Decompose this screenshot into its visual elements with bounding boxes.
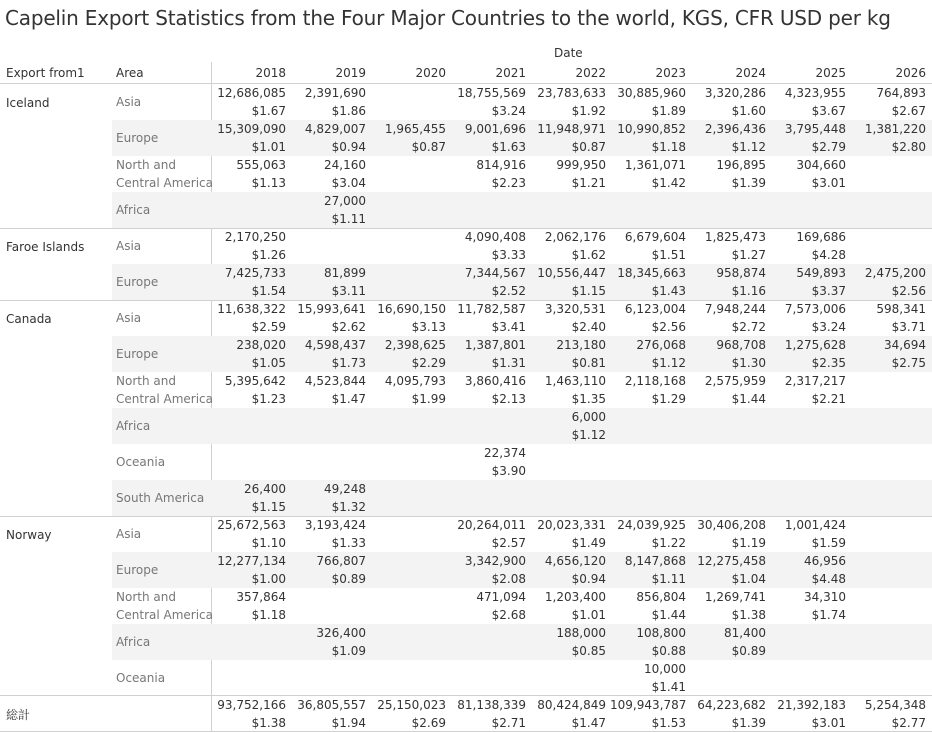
cell-usd: $1.63	[491, 140, 526, 154]
cell-kgs: 6,123,004	[624, 302, 686, 316]
cell-kgs: 2,575,959	[704, 374, 766, 388]
cell-usd: $1.59	[811, 536, 846, 550]
cell-usd: $1.16	[731, 284, 766, 298]
cell-usd: $1.26	[251, 248, 286, 262]
cell-kgs: 357,864	[236, 590, 286, 604]
cell-kgs: 276,068	[636, 338, 686, 352]
cell-usd: $3.24	[811, 320, 846, 334]
cell-kgs: 30,885,960	[617, 86, 686, 100]
cell-kgs: 958,874	[716, 266, 766, 280]
area-label: Europe	[116, 347, 159, 361]
area-label: Europe	[116, 275, 159, 289]
cell-usd: $1.11	[651, 572, 686, 586]
cell-kgs: 8,147,868	[624, 554, 686, 568]
cell-usd: $1.35	[571, 392, 606, 406]
cell-kgs: 3,320,531	[544, 302, 606, 316]
cell-usd: $1.00	[251, 572, 286, 586]
cell-kgs: 11,782,587	[457, 302, 526, 316]
area-label: Europe	[116, 563, 159, 577]
cell-kgs: 549,893	[796, 266, 846, 280]
cell-usd: $4.48	[811, 572, 846, 586]
cell-kgs: 81,400	[724, 626, 766, 640]
cell-kgs: 2,396,436	[704, 122, 766, 136]
cell-usd: $1.44	[731, 392, 766, 406]
cell-usd: $2.56	[891, 284, 926, 298]
cell-usd: $1.62	[571, 248, 606, 262]
cell-usd: $1.54	[251, 284, 286, 298]
cell-usd: $2.68	[491, 608, 526, 622]
cell-kgs: 856,804	[636, 590, 686, 604]
cell-usd: $2.56	[651, 320, 686, 334]
cell-kgs: 11,638,322	[217, 302, 286, 316]
cell-kgs: 1,203,400	[544, 590, 606, 604]
cell-kgs: 1,361,071	[624, 158, 686, 172]
cell-usd: $1.92	[571, 104, 606, 118]
cell-usd: $1.31	[491, 356, 526, 370]
cell-kgs: 2,317,217	[784, 374, 846, 388]
cell-usd: $3.90	[491, 464, 526, 478]
cell-usd: $1.18	[651, 140, 686, 154]
cell-usd: $1.22	[651, 536, 686, 550]
cell-usd: $1.49	[571, 536, 606, 550]
cell-kgs: 7,948,244	[704, 302, 766, 316]
cell-kgs: 81,899	[324, 266, 366, 280]
cell-usd: $3.67	[811, 104, 846, 118]
cell-kgs: 34,310	[804, 590, 846, 604]
cell-usd: $1.39	[731, 176, 766, 190]
total-kgs: 80,424,849	[537, 698, 606, 712]
total-kgs: 109,943,787	[610, 698, 687, 712]
cell-kgs: 15,993,641	[297, 302, 366, 316]
row-header-export-from: Export from1	[6, 66, 85, 80]
cell-usd: $3.24	[491, 104, 526, 118]
year-header-2026: 2026	[895, 66, 926, 80]
cell-usd: $1.32	[331, 500, 366, 514]
cell-kgs: 108,800	[636, 626, 686, 640]
area-label: Oceania	[116, 455, 166, 469]
cell-usd: $1.86	[331, 104, 366, 118]
cell-kgs: 4,095,793	[384, 374, 446, 388]
cell-usd: $1.01	[251, 140, 286, 154]
area-label: South America	[116, 491, 205, 505]
cell-usd: $2.79	[811, 140, 846, 154]
year-header-2023: 2023	[655, 66, 686, 80]
cell-kgs: 188,000	[556, 626, 606, 640]
cell-kgs: 34,694	[884, 338, 926, 352]
cell-kgs: 10,556,447	[537, 266, 606, 280]
area-label: North and	[116, 374, 176, 388]
cell-usd: $0.89	[331, 572, 366, 586]
cell-usd: $1.12	[731, 140, 766, 154]
country-label: Canada	[6, 312, 52, 326]
area-label-line2: Central America	[116, 608, 214, 622]
cell-usd: $2.62	[331, 320, 366, 334]
total-usd: $1.39	[731, 716, 766, 730]
area-label: Asia	[116, 311, 142, 325]
cell-kgs: 2,118,168	[624, 374, 686, 388]
cell-kgs: 1,463,110	[544, 374, 606, 388]
area-label: Asia	[116, 239, 142, 253]
cell-usd: $0.85	[571, 644, 606, 658]
cell-kgs: 15,309,090	[217, 122, 286, 136]
cell-kgs: 18,345,663	[617, 266, 686, 280]
cell-usd: $1.41	[651, 680, 686, 694]
cell-kgs: 9,001,696	[464, 122, 526, 136]
cell-usd: $2.80	[891, 140, 926, 154]
cell-kgs: 2,391,690	[304, 86, 366, 100]
cell-usd: $2.67	[891, 104, 926, 118]
cell-usd: $3.33	[491, 248, 526, 262]
cell-kgs: 10,000	[644, 662, 686, 676]
cell-usd: $1.10	[251, 536, 286, 550]
cell-kgs: 7,344,567	[464, 266, 526, 280]
cell-kgs: 1,001,424	[784, 518, 846, 532]
cell-kgs: 4,323,955	[784, 86, 846, 100]
total-kgs: 21,392,183	[777, 698, 846, 712]
cell-usd: $0.94	[331, 140, 366, 154]
cell-usd: $3.04	[331, 176, 366, 190]
cell-kgs: 26,400	[244, 482, 286, 496]
cell-kgs: 20,264,011	[457, 518, 526, 532]
cell-kgs: 3,193,424	[304, 518, 366, 532]
cell-usd: $2.57	[491, 536, 526, 550]
cell-usd: $1.89	[651, 104, 686, 118]
cell-usd: $1.38	[731, 608, 766, 622]
cell-kgs: 3,795,448	[784, 122, 846, 136]
cell-usd: $1.44	[651, 608, 686, 622]
cell-usd: $0.87	[411, 140, 446, 154]
cell-kgs: 12,277,134	[217, 554, 286, 568]
date-header: Date	[554, 46, 583, 60]
cell-kgs: 12,686,085	[217, 86, 286, 100]
total-usd: $1.47	[571, 716, 606, 730]
cell-kgs: 2,398,625	[384, 338, 446, 352]
area-label: Africa	[116, 419, 151, 433]
cell-kgs: 11,948,971	[537, 122, 606, 136]
cell-kgs: 16,690,150	[377, 302, 446, 316]
cell-kgs: 213,180	[556, 338, 606, 352]
cell-usd: $1.09	[331, 644, 366, 658]
cell-usd: $1.04	[731, 572, 766, 586]
cell-kgs: 4,829,007	[304, 122, 366, 136]
cell-kgs: 968,708	[716, 338, 766, 352]
area-label: Asia	[116, 527, 142, 541]
area-label-line2: Central America	[116, 392, 214, 406]
cell-usd: $0.89	[731, 644, 766, 658]
cell-usd: $1.51	[651, 248, 686, 262]
cell-usd: $2.35	[811, 356, 846, 370]
year-header-2025: 2025	[815, 66, 846, 80]
year-header-2022: 2022	[575, 66, 606, 80]
cell-kgs: 1,387,801	[464, 338, 526, 352]
cell-usd: $1.05	[251, 356, 286, 370]
cell-kgs: 2,475,200	[864, 266, 926, 280]
cell-kgs: 238,020	[236, 338, 286, 352]
total-usd: $1.53	[651, 716, 686, 730]
cell-kgs: 1,269,741	[704, 590, 766, 604]
total-kgs: 36,805,557	[297, 698, 366, 712]
year-header-2020: 2020	[415, 66, 446, 80]
cell-kgs: 4,090,408	[464, 230, 526, 244]
cell-kgs: 6,679,604	[624, 230, 686, 244]
cell-usd: $2.40	[571, 320, 606, 334]
country-label: Norway	[6, 528, 52, 542]
cell-kgs: 22,374	[484, 446, 526, 460]
cell-kgs: 2,062,176	[544, 230, 606, 244]
cell-usd: $1.30	[731, 356, 766, 370]
total-kgs: 64,223,682	[697, 698, 766, 712]
cell-usd: $0.87	[571, 140, 606, 154]
cell-kgs: 814,916	[476, 158, 526, 172]
cell-usd: $1.27	[731, 248, 766, 262]
total-kgs: 25,150,023	[377, 698, 446, 712]
cell-usd: $1.15	[251, 500, 286, 514]
cell-kgs: 6,000	[571, 410, 606, 424]
area-label: Africa	[116, 635, 151, 649]
cell-usd: $2.08	[491, 572, 526, 586]
cell-usd: $1.60	[731, 104, 766, 118]
cell-usd: $2.21	[811, 392, 846, 406]
cell-usd: $0.94	[571, 572, 606, 586]
cell-kgs: 3,320,286	[704, 86, 766, 100]
cell-kgs: 23,783,633	[537, 86, 606, 100]
total-usd: $3.01	[811, 716, 846, 730]
total-kgs: 81,138,339	[457, 698, 526, 712]
total-kgs: 93,752,166	[217, 698, 286, 712]
cell-kgs: 1,825,473	[704, 230, 766, 244]
cell-usd: $1.19	[731, 536, 766, 550]
cell-kgs: 5,395,642	[224, 374, 286, 388]
area-label: North and	[116, 158, 176, 172]
cell-usd: $3.71	[891, 320, 926, 334]
cell-usd: $1.23	[251, 392, 286, 406]
cell-kgs: 27,000	[324, 194, 366, 208]
cell-kgs: 169,686	[796, 230, 846, 244]
area-label: Oceania	[116, 671, 166, 685]
cell-kgs: 4,598,437	[304, 338, 366, 352]
cell-kgs: 7,425,733	[224, 266, 286, 280]
cell-usd: $3.41	[491, 320, 526, 334]
country-label: Faroe Islands	[6, 240, 85, 254]
row-band	[112, 408, 932, 444]
cell-kgs: 555,063	[236, 158, 286, 172]
total-usd: $2.77	[891, 716, 926, 730]
cell-usd: $1.42	[651, 176, 686, 190]
cell-usd: $4.28	[811, 248, 846, 262]
cell-usd: $1.47	[331, 392, 366, 406]
cell-kgs: 24,160	[324, 158, 366, 172]
row-header-area: Area	[116, 66, 144, 80]
cell-kgs: 1,381,220	[864, 122, 926, 136]
cell-usd: $1.01	[571, 608, 606, 622]
cell-usd: $1.73	[331, 356, 366, 370]
cell-kgs: 3,860,416	[464, 374, 526, 388]
year-header-2018: 2018	[255, 66, 286, 80]
cell-kgs: 1,275,628	[784, 338, 846, 352]
cell-usd: $1.12	[651, 356, 686, 370]
year-header-2019: 2019	[335, 66, 366, 80]
total-usd: $1.38	[251, 716, 286, 730]
cell-kgs: 3,342,900	[464, 554, 526, 568]
cell-kgs: 24,039,925	[617, 518, 686, 532]
cell-kgs: 2,170,250	[224, 230, 286, 244]
cell-usd: $0.88	[651, 644, 686, 658]
country-label: Iceland	[6, 96, 50, 110]
cell-kgs: 4,656,120	[544, 554, 606, 568]
total-kgs: 5,254,348	[864, 698, 926, 712]
cell-kgs: 25,672,563	[217, 518, 286, 532]
area-label: Africa	[116, 203, 151, 217]
cell-kgs: 20,023,331	[537, 518, 606, 532]
year-header-2021: 2021	[495, 66, 526, 80]
chart-title: Capelin Export Statistics from the Four Major Countries to the world, KGS, CFR USD per kg	[5, 6, 891, 30]
cell-usd: $2.59	[251, 320, 286, 334]
area-label: North and	[116, 590, 176, 604]
cell-kgs: 326,400	[316, 626, 366, 640]
cell-kgs: 7,573,006	[784, 302, 846, 316]
cell-usd: $1.21	[571, 176, 606, 190]
cell-usd: $1.43	[651, 284, 686, 298]
area-label: Asia	[116, 95, 142, 109]
cell-usd: $1.18	[251, 608, 286, 622]
total-usd: $2.69	[411, 716, 446, 730]
year-header-2024: 2024	[735, 66, 766, 80]
cell-usd: $1.67	[251, 104, 286, 118]
cell-usd: $2.52	[491, 284, 526, 298]
cell-usd: $1.29	[651, 392, 686, 406]
cell-usd: $1.13	[251, 176, 286, 190]
area-label: Europe	[116, 131, 159, 145]
cell-kgs: 4,523,844	[304, 374, 366, 388]
cell-usd: $2.29	[411, 356, 446, 370]
cell-usd: $1.74	[811, 608, 846, 622]
cell-usd: $2.23	[491, 176, 526, 190]
cell-usd: $1.15	[571, 284, 606, 298]
cell-usd: $3.11	[331, 284, 366, 298]
cell-usd: $1.33	[331, 536, 366, 550]
area-label-line2: Central America	[116, 176, 214, 190]
cell-usd: $3.01	[811, 176, 846, 190]
cell-kgs: 30,406,208	[697, 518, 766, 532]
row-band	[112, 192, 932, 228]
cell-usd: $3.13	[411, 320, 446, 334]
cell-kgs: 999,950	[556, 158, 606, 172]
cell-usd: $2.13	[491, 392, 526, 406]
cell-kgs: 49,248	[324, 482, 366, 496]
cell-usd: $3.37	[811, 284, 846, 298]
cell-usd: $2.72	[731, 320, 766, 334]
cell-usd: $0.81	[571, 356, 606, 370]
cell-kgs: 1,965,455	[384, 122, 446, 136]
row-band	[112, 624, 932, 660]
cell-kgs: 764,893	[876, 86, 926, 100]
cell-kgs: 598,341	[876, 302, 926, 316]
total-usd: $2.71	[491, 716, 526, 730]
total-usd: $1.94	[331, 716, 366, 730]
cell-usd: $1.12	[571, 428, 606, 442]
cell-kgs: 196,895	[716, 158, 766, 172]
cell-kgs: 10,990,852	[617, 122, 686, 136]
cell-kgs: 18,755,569	[457, 86, 526, 100]
cell-kgs: 46,956	[804, 554, 846, 568]
cell-kgs: 12,275,458	[697, 554, 766, 568]
cell-kgs: 471,094	[476, 590, 526, 604]
cell-usd: $1.11	[331, 212, 366, 226]
cell-kgs: 304,660	[796, 158, 846, 172]
grand-total-label: 総計	[6, 708, 31, 722]
cell-usd: $1.99	[411, 392, 446, 406]
cell-kgs: 766,807	[316, 554, 366, 568]
cell-usd: $2.75	[891, 356, 926, 370]
